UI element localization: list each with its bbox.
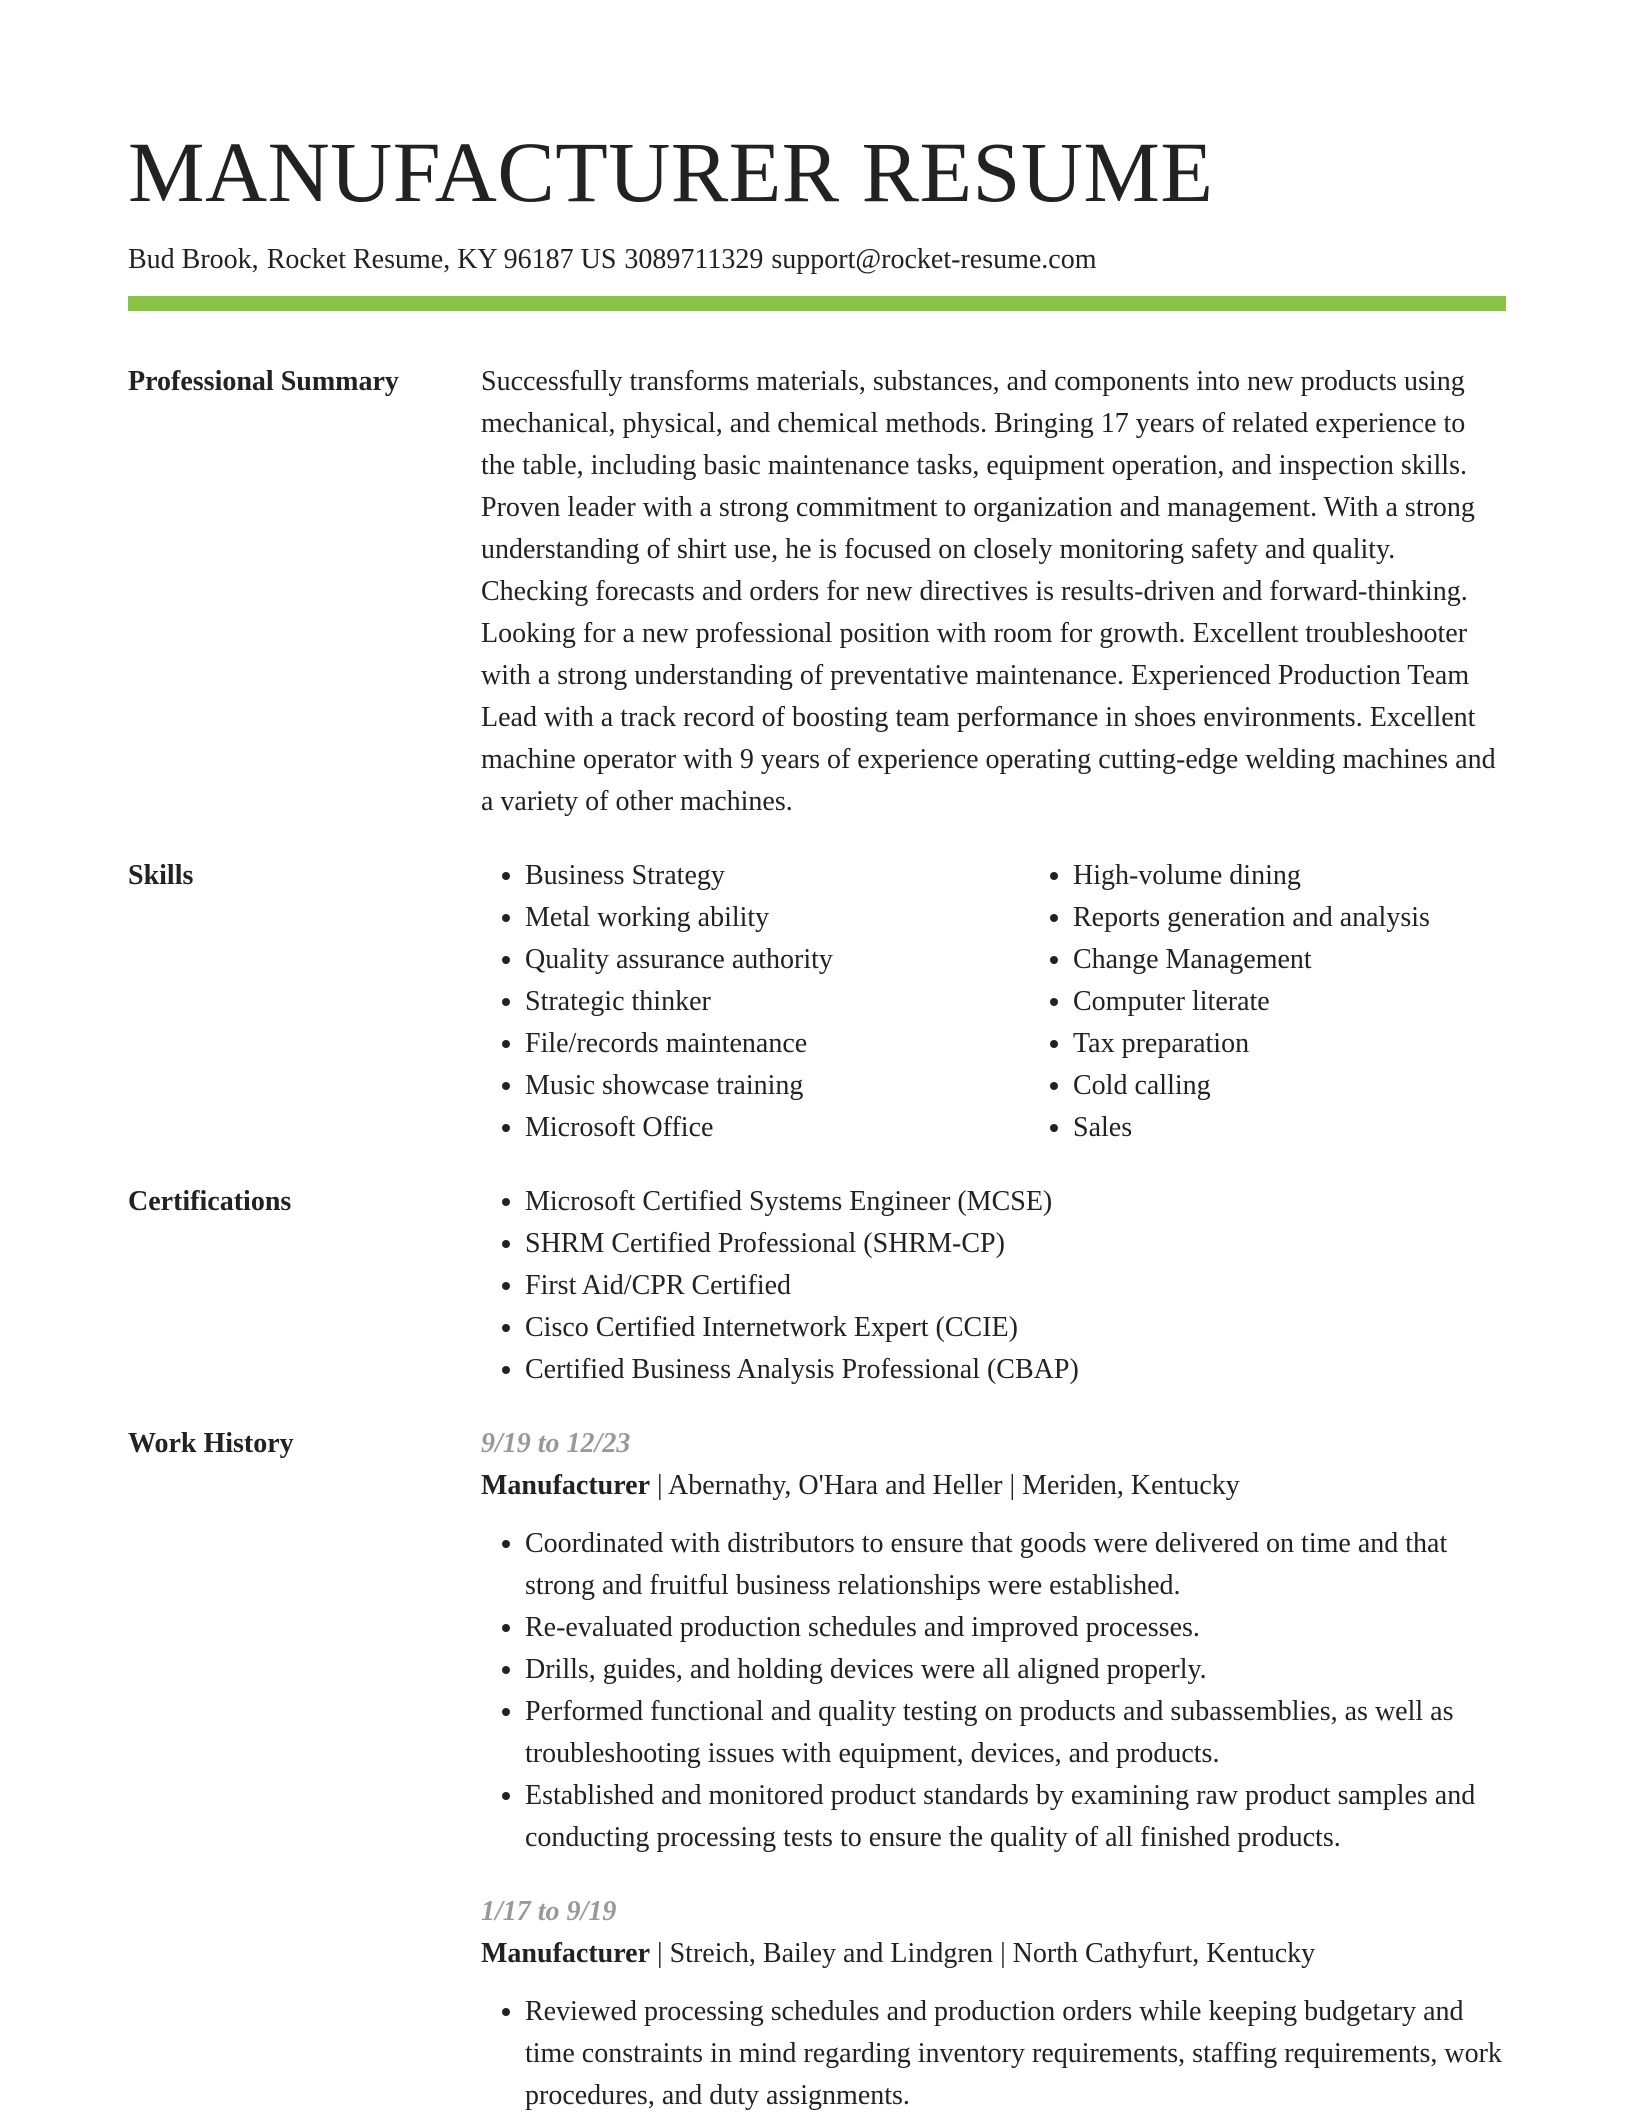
- list-item: • Metal working ability: [525, 897, 1029, 939]
- list-item: • Microsoft Certified Systems Engineer (MCSE): [525, 1181, 1506, 1223]
- section-label-skills: Skills: [128, 860, 194, 891]
- contact-location: Rocket Resume, KY 96187 US: [266, 244, 617, 275]
- list-item: • Established and monitored product standards by examining raw product samples and conducting processing tests to ensure the quality of all finished products.: [525, 1775, 1506, 1859]
- section-label-certifications: Certifications: [128, 1186, 292, 1217]
- resume-title: MANUFACTURER RESUME: [128, 124, 1214, 220]
- certifications-body: [481, 1181, 1506, 1391]
- job-dates: 1/17 to 9/19: [481, 1896, 617, 1927]
- job-details: | Abernathy, O'Hara and Heller | Meriden, Kentucky: [650, 1470, 1240, 1501]
- job-details: | Streich, Bailey and Lindgren | North Cathyfurt, Kentucky: [650, 1938, 1316, 1969]
- work-history-section: [128, 1423, 1506, 2117]
- list-item: • File/records maintenance: [525, 1023, 1029, 1065]
- job-entry: [481, 1423, 1506, 1859]
- list-item: • Music showcase training: [525, 1065, 1029, 1107]
- contact-email[interactable]: support@rocket-resume.com: [771, 244, 1097, 275]
- job-bullets: [481, 1991, 1506, 2117]
- list-item: • Reviewed processing schedules and production orders while keeping budgetary and time constraints in mind regarding inventory requirements, staffing requirements, work procedures, and duty assignments.: [525, 1991, 1506, 2117]
- list-item: • First Aid/CPR Certified: [525, 1265, 1506, 1307]
- certifications-section: [128, 1181, 1506, 1391]
- skills-list-right: [1029, 855, 1577, 1149]
- list-item: • Cold calling: [1073, 1065, 1577, 1107]
- list-item: • Tax preparation: [1073, 1023, 1577, 1065]
- work-history-body: [481, 1423, 1506, 2117]
- list-item: • Re-evaluated production schedules and improved processes.: [525, 1607, 1506, 1649]
- list-item: • Change Management: [1073, 939, 1577, 981]
- skills-columns: [481, 855, 1577, 1149]
- list-item: • Cisco Certified Internetwork Expert (CCIE): [525, 1307, 1506, 1349]
- skills-list-left: [481, 855, 1029, 1149]
- list-item: • Certified Business Analysis Professional (CBAP): [525, 1349, 1506, 1391]
- list-item: • Reports generation and analysis: [1073, 897, 1577, 939]
- header-divider: [128, 296, 1506, 311]
- list-item: • Drills, guides, and holding devices were all aligned properly.: [525, 1649, 1506, 1691]
- contact-name: Bud Brook,: [128, 244, 259, 275]
- section-label-work-history: Work History: [128, 1428, 294, 1459]
- skills-section: [128, 855, 1506, 1149]
- job-entry: [481, 1891, 1506, 2117]
- contact-line: [128, 242, 1632, 278]
- job-heading: [481, 1465, 1506, 1507]
- list-item: • Sales: [1073, 1107, 1577, 1149]
- list-item: • Microsoft Office: [525, 1107, 1029, 1149]
- job-title: Manufacturer: [481, 1938, 650, 1969]
- summary-section: [128, 361, 1506, 823]
- list-item: • Business Strategy: [525, 855, 1029, 897]
- list-item: • SHRM Certified Professional (SHRM-CP): [525, 1223, 1506, 1265]
- job-heading: [481, 1933, 1506, 1975]
- job-bullets: [481, 1523, 1506, 1859]
- list-item: • Performed functional and quality testing on products and subassemblies, as well as troubleshooting issues with equipment, devices, and products.: [525, 1691, 1506, 1775]
- job-dates: 9/19 to 12/23: [481, 1428, 631, 1459]
- list-item: • Coordinated with distributors to ensure that goods were delivered on time and that strong and fruitful business relationships were established.: [525, 1523, 1506, 1607]
- job-title: Manufacturer: [481, 1470, 650, 1501]
- summary-text: Successfully transforms materials, substances, and components into new products using mechanical, physical, and chemical methods. Bringing 17 years of related experience to the table, including basic maintenance tasks, equipment operation, and inspection skills. Proven leader with a strong commitment to organization and management. With a strong understanding of shirt use, he is focused on closely monitoring safety and quality. Checking forecasts and orders for new directives is results-driven and forward-thinking. Looking for a new professional position with room for growth. Excellent troubleshooter with a strong understanding of preventative maintenance. Experienced Production Team Lead with a track record of boosting team performance in shoes environments. Excellent machine operator with 9 years of experience operating cutting-edge welding machines and a variety of other machines.: [481, 366, 1496, 817]
- list-item: • Quality assurance authority: [525, 939, 1029, 981]
- section-label-summary: Professional Summary: [128, 366, 399, 397]
- list-item: • Strategic thinker: [525, 981, 1029, 1023]
- list-item: • Computer literate: [1073, 981, 1577, 1023]
- contact-phone: 3089711329: [624, 244, 764, 275]
- certifications-list: [481, 1181, 1506, 1391]
- list-item: • High-volume dining: [1073, 855, 1577, 897]
